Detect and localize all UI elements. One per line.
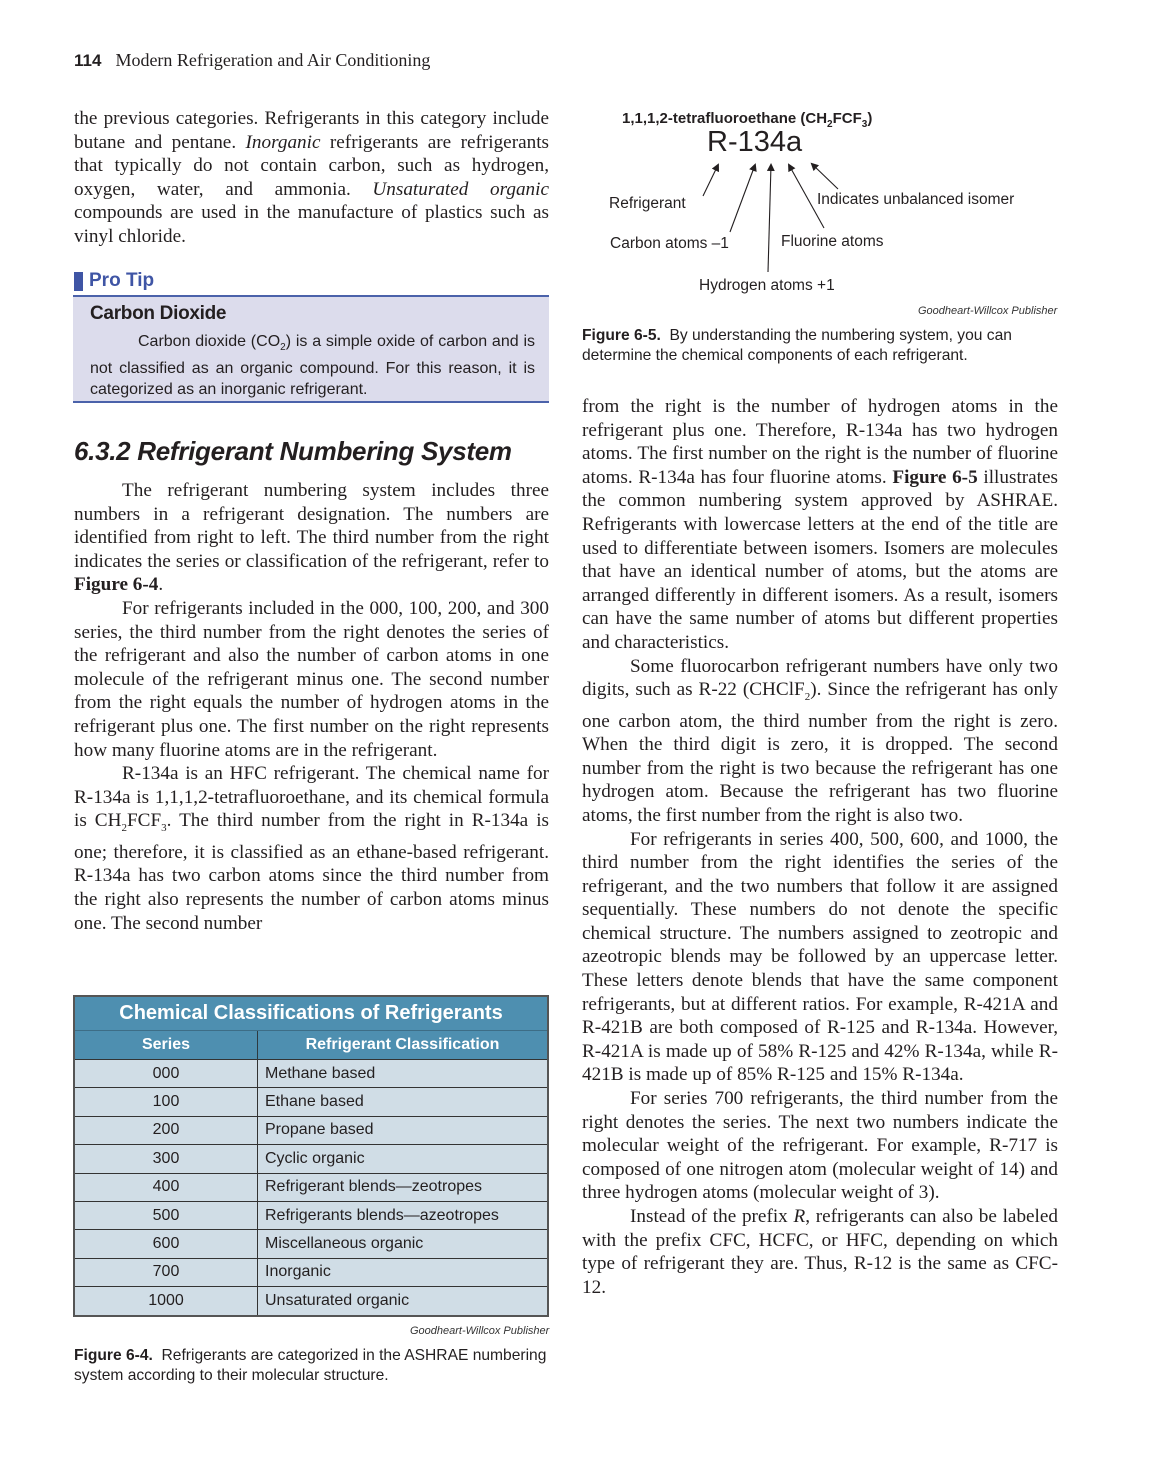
classification-cell: Unsaturated organic bbox=[258, 1287, 549, 1316]
text: ) bbox=[867, 110, 873, 127]
classification-cell: Ethane based bbox=[258, 1088, 549, 1116]
text: Instead of the prefix bbox=[630, 1206, 794, 1228]
classification-cell: Methane based bbox=[258, 1060, 549, 1088]
text: from the right is the number of hydrogen atoms in the refrigerant plus one. Therefore, R-134a has two hydrogen atoms. The first number on the right is the number of fluorine atoms. R-134a has four fluorine atoms. bbox=[582, 396, 1058, 488]
table-row bbox=[74, 1258, 548, 1286]
series-cell: 700 bbox=[74, 1258, 258, 1286]
table-title: Chemical Classifications of Refrigerants bbox=[74, 996, 548, 1031]
text: , refrigerants can also be labeled with the prefix CFC, HCFC, or HFC, depending on which type of refrigerant they are. Thus, R-12 is the same as CFC-12. bbox=[582, 1206, 1058, 1298]
term-unsaturated-organic: Unsaturated organic bbox=[372, 178, 549, 200]
paragraph bbox=[582, 655, 1058, 828]
text: ) is a simple oxide of carbon and is not classified as an organic compound. For this reason, it is categorized as an inorganic refrigerant. bbox=[90, 333, 535, 399]
series-cell: 300 bbox=[74, 1145, 258, 1173]
prefix-r: R bbox=[793, 1206, 806, 1228]
figure-6-4-caption bbox=[74, 1346, 554, 1386]
paragraph bbox=[74, 762, 549, 935]
text: illustrates the common numbering system approved by ASHRAE. Refrigerants with lowercase letters at the end of the title are used to differentiate between isomers. Isomers are molecules that have an identical number of atoms, but the atoms are arranged differently in different isomers. As a result, isomers can have the same number of atoms but different properties and characteristics. bbox=[582, 466, 1058, 653]
term-inorganic: Inorganic bbox=[245, 131, 321, 153]
text: FCF bbox=[126, 810, 162, 832]
series-cell: 600 bbox=[74, 1230, 258, 1258]
refrigerant-designation: R-134a bbox=[707, 126, 803, 158]
section-title: 6.3.2 Refrigerant Numbering System bbox=[74, 436, 512, 466]
figure-6-4-credit: Goodheart-Willcox Publisher bbox=[410, 1325, 550, 1337]
figure-6-5-diagram bbox=[600, 100, 1070, 300]
paragraph: For refrigerants included in the 000, 100, 200, and 300 series, the third number from the right denotes the series of the refrigerant and also the number of carbon atoms in one molecule of the refrigerant minus one. The second number from the right equals the number of hydrogen atoms in the refrigerant plus one. The first number on the right represents how many fluorine atoms are in the refrigerant. bbox=[74, 597, 549, 761]
series-cell: 000 bbox=[74, 1060, 258, 1088]
text: FCF bbox=[832, 110, 862, 127]
classification-table bbox=[73, 995, 549, 1317]
figure-label: Figure 6-5. bbox=[582, 327, 661, 344]
pro-tip-label bbox=[74, 270, 154, 292]
label-unbalanced-isomer: Indicates unbalanced isomer bbox=[817, 191, 1015, 208]
classification-cell: Refrigerant blends—zeotropes bbox=[258, 1173, 549, 1201]
figure-6-5-caption bbox=[582, 326, 1062, 366]
page-header bbox=[74, 50, 430, 71]
classification-cell: Propane based bbox=[258, 1116, 549, 1144]
subscript: 2 bbox=[804, 690, 811, 703]
series-cell: 100 bbox=[74, 1088, 258, 1116]
series-cell: 200 bbox=[74, 1116, 258, 1144]
page-number: 114 bbox=[74, 51, 102, 70]
text: . The third number from the right in R-134a is one; therefore, it is classified as an ethane-based refrigerant. R-134a has two carbon atoms since the third number from the right also represents the number of carbon atoms minus one. The second number bbox=[74, 810, 549, 934]
pro-tip-title: Carbon Dioxide bbox=[90, 303, 227, 324]
table-row bbox=[74, 1116, 548, 1144]
column-header-classification: Refrigerant Classification bbox=[258, 1031, 549, 1060]
caption-text: Refrigerants are categorized in the ASHRAE numbering system according to their molecular structure. bbox=[74, 1347, 547, 1384]
subscript: 2 bbox=[121, 822, 127, 835]
paragraph: For series 700 refrigerants, the third number from the right denotes the series. The next two numbers indicate the molecular weight of the refrigerant. For example, R-717 is composed of one nitrogen atom (molecular weight of 14) and three hydrogen atoms (molecular weight of 3). bbox=[582, 1088, 1058, 1204]
figure-ref-6-4[interactable]: Figure 6-4 bbox=[74, 574, 159, 596]
text: Carbon dioxide (CO bbox=[138, 333, 281, 350]
table-row bbox=[74, 1230, 548, 1258]
label-fluorine-atoms: Fluorine atoms bbox=[781, 233, 884, 250]
pro-tip-text bbox=[90, 331, 535, 400]
paragraph: For refrigerants in series 400, 500, 600, and 1000, the third number from the right identifies the series of the refrigerant, and the two numbers that follow it are assigned sequentially. These numbers do not denote the specific chemical structure. The numbers assigned to zeotropic and azeotropic blends may be followed by an uppercase letter. These letters denote blends that have the same component refrigerants, but at different ratios. For example, R-421A and R-421B are both composed of R-125 and R-134a. However, R-421A is made up of 58% R-125 and 42% R-134a, while R-421B is made up of 85% R-125 and 15% R-134a. bbox=[582, 828, 1058, 1086]
table-row bbox=[74, 1088, 548, 1116]
subscript: 2 bbox=[280, 342, 286, 354]
subscript: 3 bbox=[861, 119, 868, 130]
text: 1,1,1,2-tetrafluoroethane (CH bbox=[622, 110, 828, 127]
classification-cell: Cyclic organic bbox=[258, 1145, 549, 1173]
figure-6-5-credit: Goodheart-Willcox Publisher bbox=[918, 305, 1058, 317]
subscript: 3 bbox=[161, 822, 167, 835]
text: . bbox=[158, 574, 164, 596]
text: compounds are used in the manufacture of plastics such as vinyl chloride. bbox=[74, 202, 549, 247]
text: Some fluorocarbon refrigerant numbers have only two digits, such as R-22 (CHClF bbox=[582, 655, 1058, 701]
caption-text: By understanding the numbering system, you can determine the chemical components of each refrigerant. bbox=[582, 327, 1012, 364]
series-cell: 1000 bbox=[74, 1287, 258, 1316]
paragraph bbox=[582, 395, 1058, 655]
pro-tip-box bbox=[73, 295, 549, 403]
subscript: 2 bbox=[827, 119, 833, 130]
table-row bbox=[74, 1060, 548, 1088]
figure-ref-6-5[interactable]: Figure 6-5 bbox=[892, 466, 978, 488]
column-header-series: Series bbox=[74, 1031, 258, 1060]
label-refrigerant: Refrigerant bbox=[609, 195, 686, 212]
table-row bbox=[74, 1173, 548, 1201]
table-row bbox=[74, 1201, 548, 1229]
text: the previous categories. Refrigerants in this category include butane and pentane. bbox=[74, 108, 549, 153]
left-body bbox=[74, 479, 549, 935]
right-body bbox=[582, 395, 1058, 1299]
text: ). Since the refrigerant has only one carbon atom, the third number from the right is zero. When the third digit is zero, it is dropped. The second number from the right is two because the refrigerant has one hydrogen atom. Because the refrigerant has two fluorine atoms, the first number from the right is also two. bbox=[582, 679, 1058, 826]
paragraph bbox=[74, 479, 549, 597]
series-cell: 400 bbox=[74, 1173, 258, 1201]
classification-cell: Refrigerants blends—azeotropes bbox=[258, 1201, 549, 1229]
book-title: Modern Refrigeration and Air Conditioning bbox=[115, 50, 431, 70]
table-row bbox=[74, 1287, 548, 1316]
text: refrigerants are refrigerants that typically do not contain carbon, such as hydrogen, oxygen, water, and ammonia. bbox=[74, 131, 549, 200]
label-hydrogen-atoms: Hydrogen atoms +1 bbox=[699, 277, 835, 294]
pro-tip-label-text: Pro Tip bbox=[89, 270, 155, 291]
text: R-134a is an HFC refrigerant. The chemical name for R-134a is 1,1,1,2-tetrafluoroethane, and its chemical formula is CH bbox=[74, 763, 549, 832]
table-row bbox=[74, 1145, 548, 1173]
series-cell: 500 bbox=[74, 1201, 258, 1229]
pro-tip-marker-icon bbox=[74, 272, 83, 291]
paragraph bbox=[582, 1205, 1058, 1299]
label-carbon-atoms: Carbon atoms –1 bbox=[610, 235, 729, 252]
classification-cell: Miscellaneous organic bbox=[258, 1230, 549, 1258]
intro-paragraph bbox=[74, 107, 549, 249]
classification-cell: Inorganic bbox=[258, 1258, 549, 1286]
figure-label: Figure 6-4. bbox=[74, 1347, 153, 1364]
text: The refrigerant numbering system includes three numbers in a refrigerant designation. The numbers are identified from right to left. The third number from the right indicates the series or classification of the refrigerant, refer to bbox=[74, 480, 549, 572]
